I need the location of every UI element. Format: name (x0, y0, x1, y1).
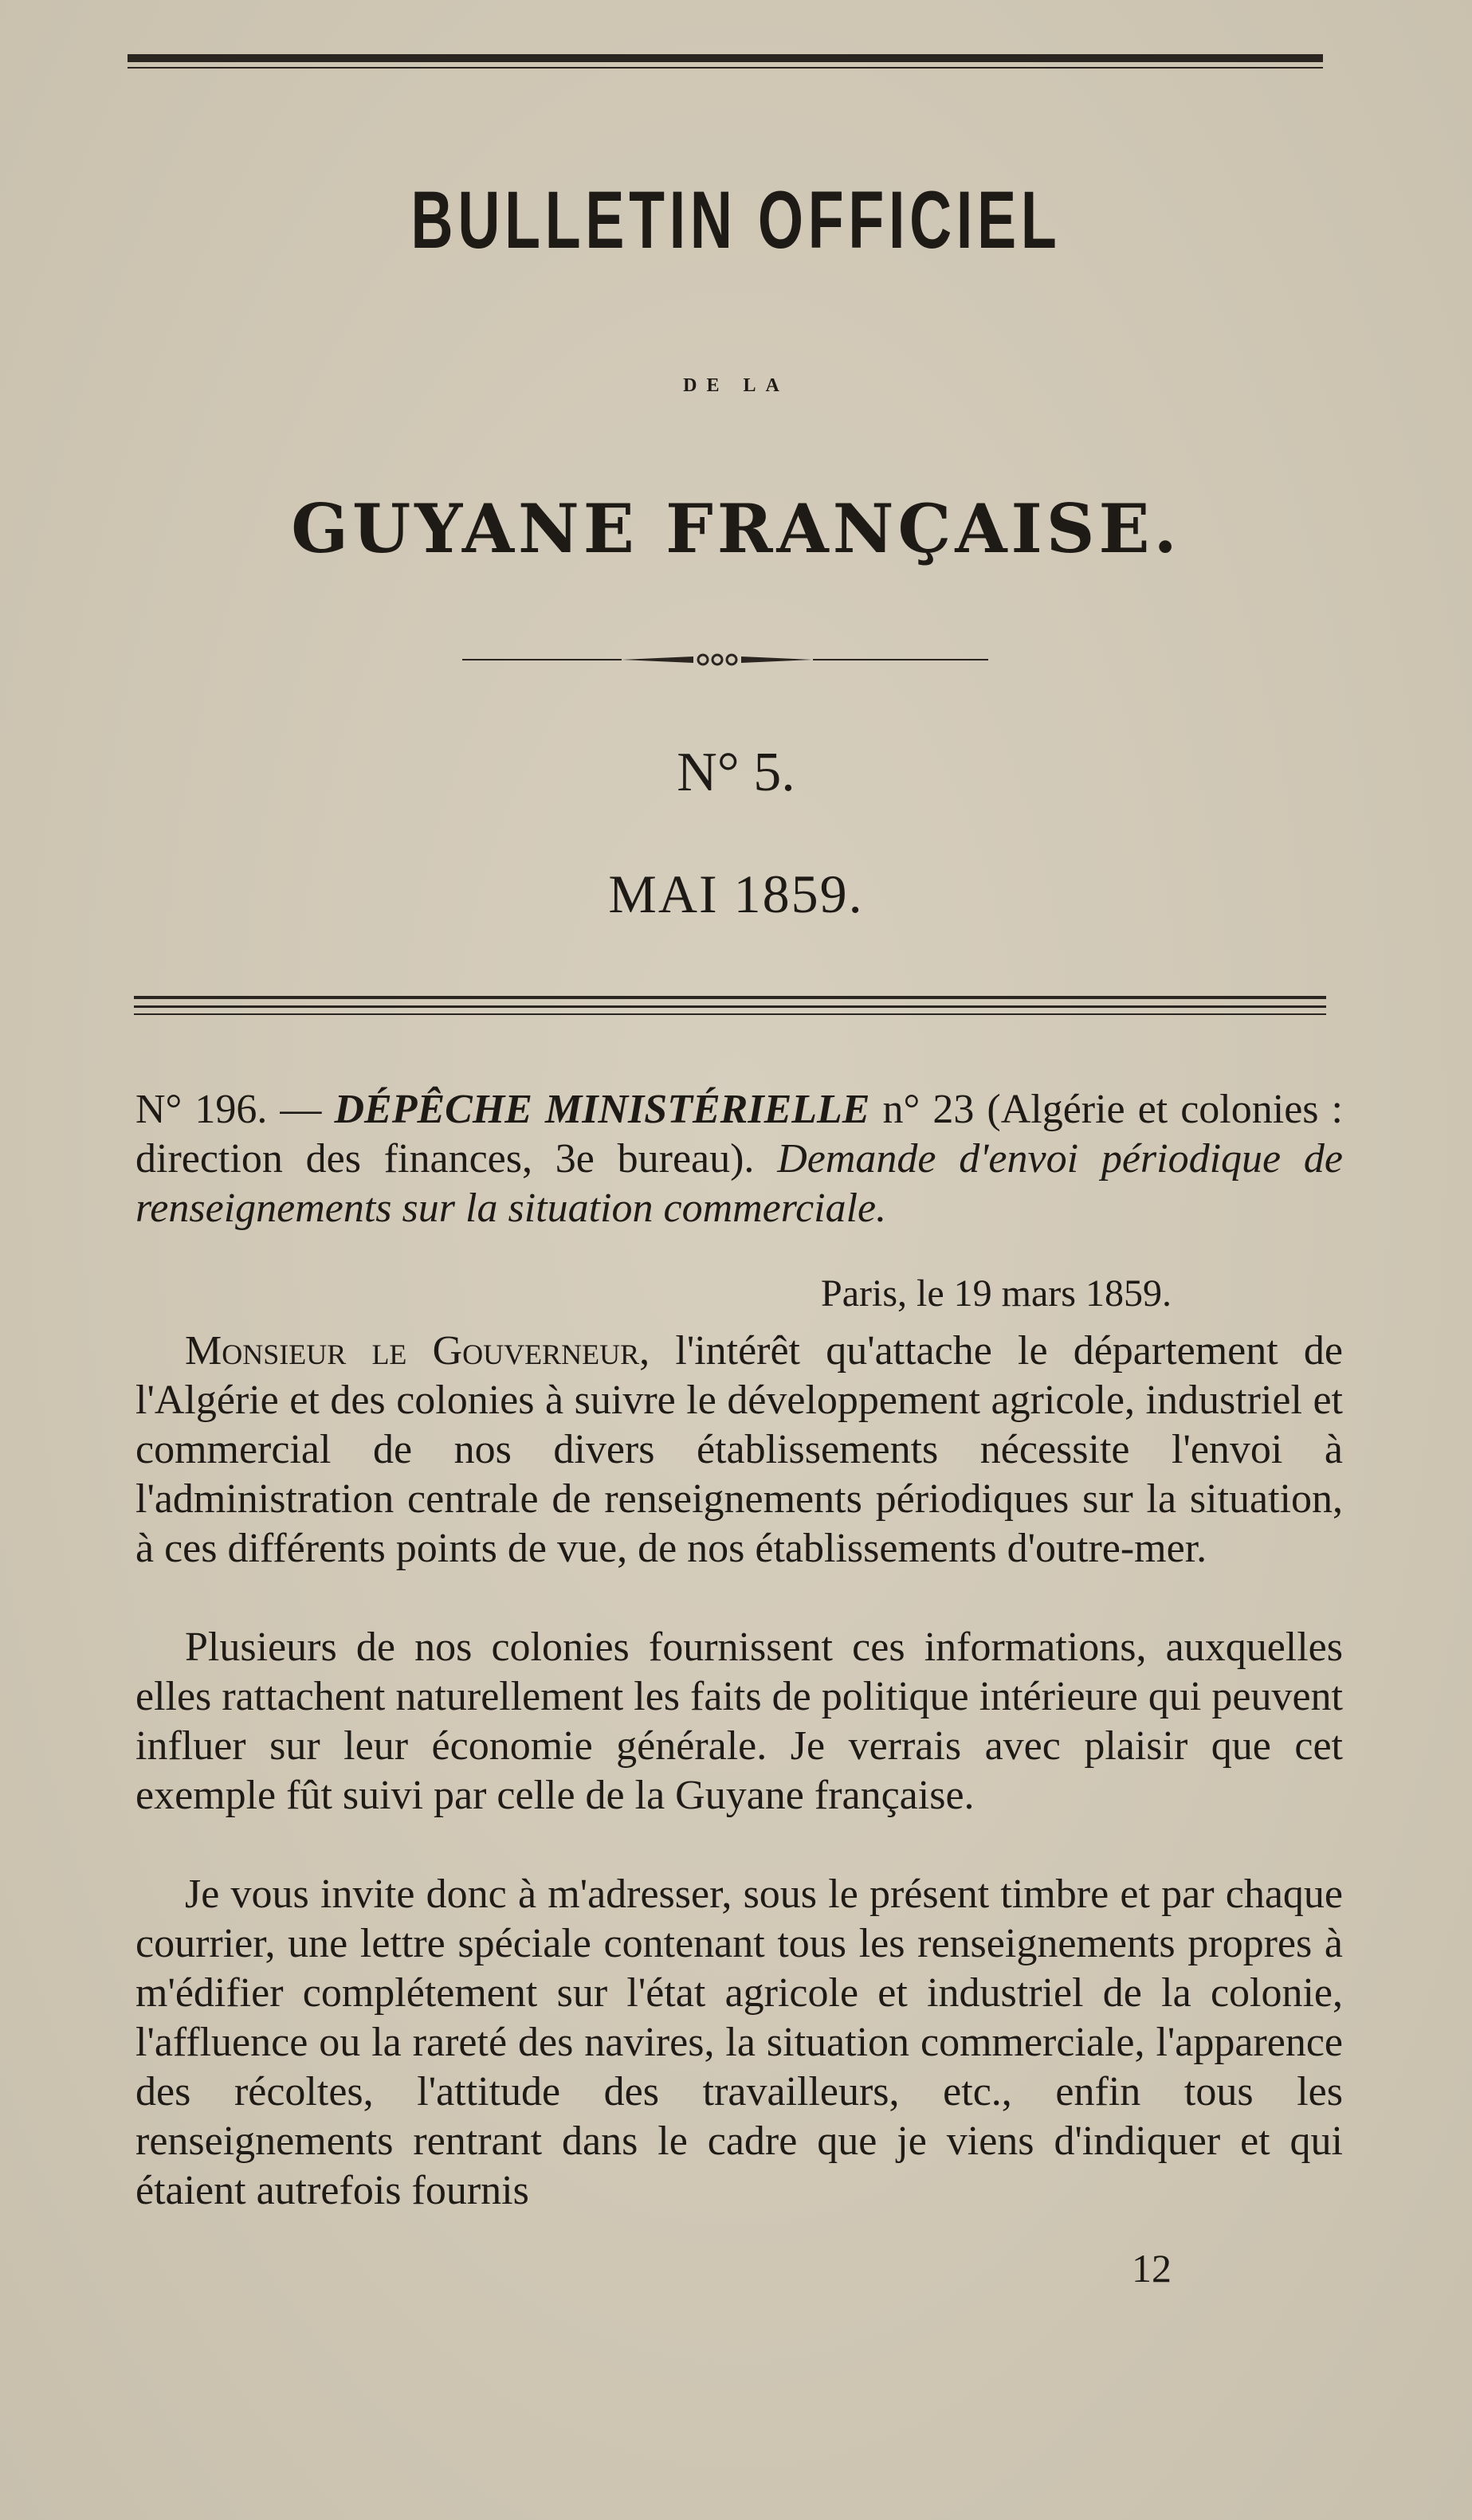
paragraph-2: Plusieurs de nos colonies fournissent ces informations, auxquelles elles rattachent naturellement les faits de politique intérieure qui peuvent influer sur leur économie générale. Je verrais avec plaisir que cet exemple fût suivi par celle de la Guyane française. (135, 1624, 1343, 1818)
colony-title: GUYANE FRANÇAISE. (291, 489, 1181, 568)
document-type: DÉPÊCHE MINISTÉRIELLE (334, 1087, 870, 1132)
document-subject: Demande d'envoi périodique de renseignements sur la situation commerciale. (135, 1136, 1343, 1231)
header-rule-top (134, 996, 1326, 999)
top-rule (128, 54, 1323, 62)
page-number: 12 (1132, 2246, 1172, 2291)
dateline: Paris, le 19 mars 1859. (821, 1272, 1172, 1315)
issue-date: MAI 1859. (608, 864, 864, 924)
article-heading (135, 1085, 1343, 1233)
paragraph-1-text: , l'intérêt qu'attache le département de l'Algérie et des colonies à suivre le développement agricole, industriel et commercial de nos divers établissements nécessite l'envoi à l'administration centrale de renseignements périodiques sur la situation, à ces différents points de vue, de nos établissements d'outre-mer. (135, 1328, 1343, 1571)
issue-number: N° 5. (677, 742, 795, 803)
paragraph-1 (135, 1327, 1343, 1574)
document-reference: n° 23 (Algérie et colonies : direction des finances, 3e bureau). (135, 1087, 1344, 1182)
header-rule-bottom (134, 1013, 1326, 1015)
salutation: Monsieur le Gouverneur (185, 1328, 640, 1374)
header-rule-middle (134, 1005, 1326, 1008)
bulletin-title: BULLETIN OFFICIEL (410, 174, 1062, 265)
ornament-divider-icon (462, 650, 988, 669)
top-rule-thin (128, 67, 1323, 69)
paragraph-3: Je vous invite donc à m'adresser, sous le présent timbre et par chaque courrier, une lettre spéciale contenant tous les renseignements propres à m'édifier complétement sur l'état agricole et industriel de la colonie, l'affluence ou la rareté des navires, la situation commerciale, l'apparence des récoltes, l'attitude des travailleurs, etc., enfin tous les renseignements rentrant dans le cadre que je viens d'indiquer et qui étaient autrefois fournis (135, 1871, 1343, 2213)
title-connector: DE LA (683, 375, 789, 396)
article-number: N° 196. — (135, 1087, 322, 1132)
